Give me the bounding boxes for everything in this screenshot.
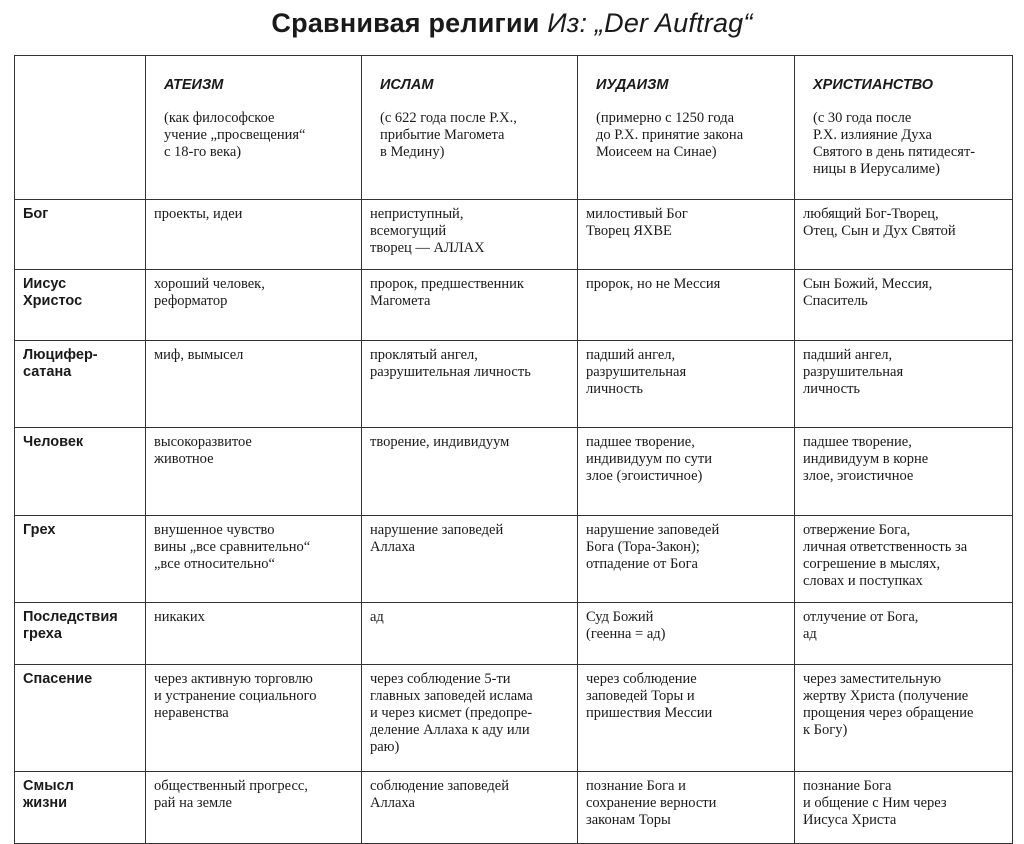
table-cell: падший ангел, разрушительная личность [578, 341, 795, 428]
table-cell: познание Бога и общение с Ним через Иисуса Христа [795, 772, 1013, 844]
table-cell: нарушение заповедей Бога (Тора-Закон); отпадение от Бога [578, 516, 795, 603]
column-note: (с 622 года после Р.Х., прибытие Магомета в Медину) [380, 110, 517, 160]
page-title [0, 8, 1024, 39]
table-cell: неприступный, всемогущий творец — АЛЛАХ [362, 200, 578, 270]
table-cell: падшее творение, индивидуум по сути злое (эгоистичное) [578, 428, 795, 516]
row-label: Смысл жизни [15, 772, 146, 844]
comparison-table [14, 55, 1013, 844]
table-cell: миф, вымысел [146, 341, 362, 428]
row-label: Люцифер- сатана [15, 341, 146, 428]
table-cell: проклятый ангел, разрушительная личность [362, 341, 578, 428]
table-cell: общественный прогресс, рай на земле [146, 772, 362, 844]
table-cell: творение, индивидуум [362, 428, 578, 516]
table-row-salvation [15, 665, 1013, 772]
column-name: ХРИСТИАНСТВО [813, 77, 934, 93]
table-cell: высокоразвитое животное [146, 428, 362, 516]
header-row [15, 56, 1013, 200]
table-cell: внушенное чувство вины „все сравнительно“ „все относительно“ [146, 516, 362, 603]
table-row-lucifer [15, 341, 1013, 428]
table-cell: отвержение Бога, личная ответственность за согрешение в мыслях, словах и поступках [795, 516, 1013, 603]
row-label: Бог [15, 200, 146, 270]
table-cell: никаких [146, 603, 362, 665]
table-cell: пророк, но не Мессия [578, 270, 795, 341]
row-label: Спасение [15, 665, 146, 772]
column-name: ИУДАИЗМ [596, 77, 669, 93]
corner-cell [15, 56, 146, 200]
table-row-sin [15, 516, 1013, 603]
table-cell: Суд Божий (геенна = ад) [578, 603, 795, 665]
column-header-judaism [578, 56, 795, 200]
column-header-islam [362, 56, 578, 200]
table-cell: отлучение от Бога, ад [795, 603, 1013, 665]
table-cell: познание Бога и сохранение верности законам Торы [578, 772, 795, 844]
table-cell: через заместительную жертву Христа (получение прощения через обращение к Богу) [795, 665, 1013, 772]
table-row-consequences [15, 603, 1013, 665]
title-main: Сравнивая религии [271, 8, 540, 38]
table-cell: через соблюдение 5-ти главных заповедей ислама и через кисмет (предопре- деление Аллаха к аду или раю) [362, 665, 578, 772]
table-cell: падшее творение, индивидуум в корне злое, эгоистичное [795, 428, 1013, 516]
table-row-human [15, 428, 1013, 516]
table-cell: нарушение заповедей Аллаха [362, 516, 578, 603]
row-label: Грех [15, 516, 146, 603]
table-cell: через активную торговлю и устранение социального неравенства [146, 665, 362, 772]
table-row-meaning [15, 772, 1013, 844]
table-cell: ад [362, 603, 578, 665]
title-source: Из: „Der Auftrag“ [547, 8, 753, 38]
table-cell: любящий Бог-Творец, Отец, Сын и Дух Святой [795, 200, 1013, 270]
column-name: АТЕИЗМ [164, 77, 224, 93]
column-name: ИСЛАМ [380, 77, 434, 93]
table-cell: хороший человек, реформатор [146, 270, 362, 341]
table-cell: соблюдение заповедей Аллаха [362, 772, 578, 844]
column-note: (как философское учение „просвещения“ с 18-го века) [164, 110, 306, 160]
table-cell: проекты, идеи [146, 200, 362, 270]
table-row-god [15, 200, 1013, 270]
column-note: (примерно с 1250 года до Р.Х. принятие закона Моисеем на Синае) [596, 110, 744, 160]
table-cell: милостивый Бог Творец ЯХВЕ [578, 200, 795, 270]
column-header-christianity [795, 56, 1013, 200]
column-header-atheism [146, 56, 362, 200]
table-cell: Сын Божий, Мессия, Спаситель [795, 270, 1013, 341]
table-row-jesus [15, 270, 1013, 341]
row-label: Человек [15, 428, 146, 516]
table-cell: через соблюдение заповедей Торы и пришествия Мессии [578, 665, 795, 772]
column-note: (с 30 года после Р.Х. излияние Духа Святого в день пятидесят- ницы в Иерусалиме) [813, 110, 976, 177]
table-cell: падший ангел, разрушительная личность [795, 341, 1013, 428]
table-cell: пророк, предшественник Магомета [362, 270, 578, 341]
row-label: Иисус Христос [15, 270, 146, 341]
row-label: Последствия греха [15, 603, 146, 665]
